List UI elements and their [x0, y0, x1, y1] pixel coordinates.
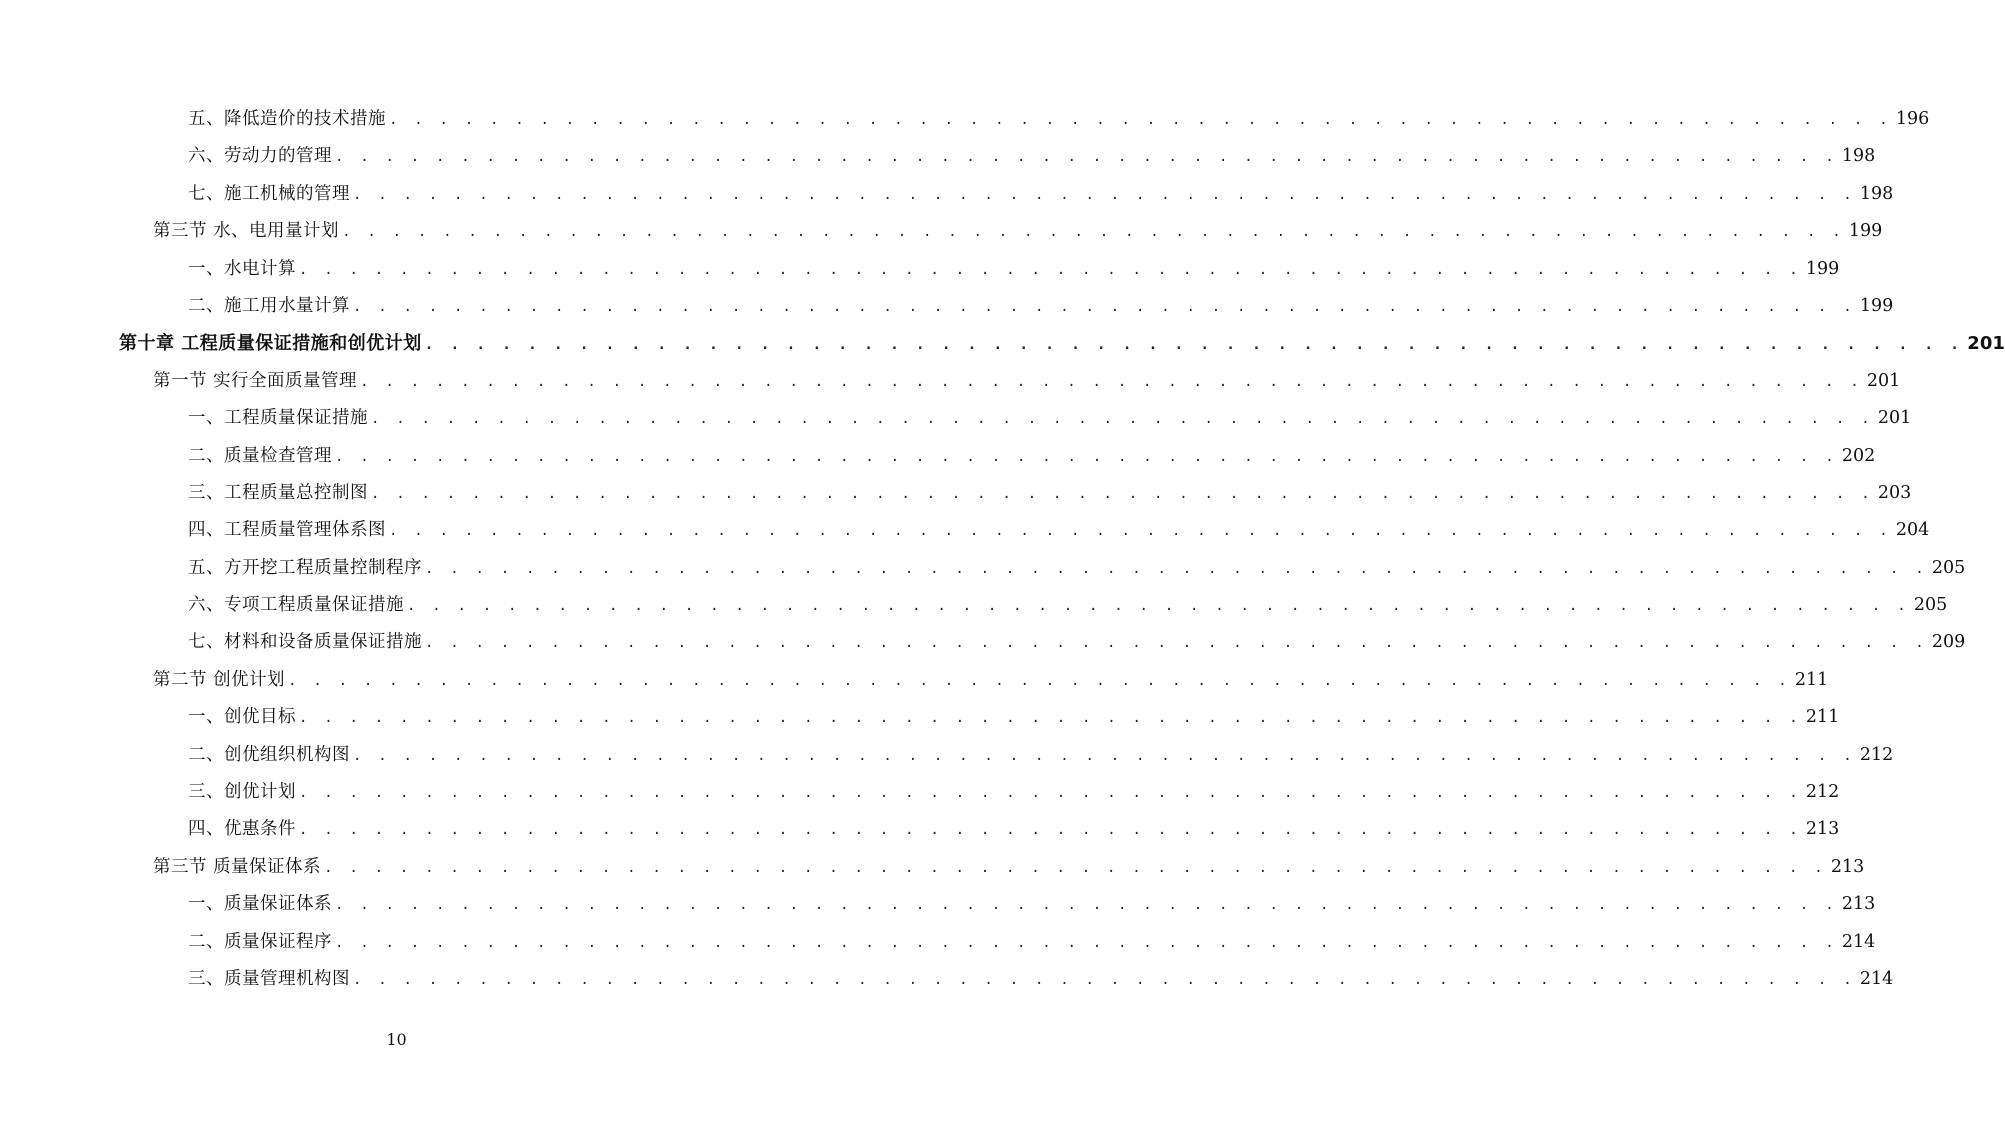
toc-item-entry[interactable] — [0, 512, 1930, 549]
toc-entry-title: 二、质量保证程序 — [188, 931, 332, 952]
toc-entry-page: 213 — [1841, 894, 1876, 915]
toc-entry-page: 199 — [1859, 295, 1894, 316]
toc-entry-title: 六、劳动力的管理 — [188, 146, 332, 167]
toc-entry-page: 205 — [1931, 557, 1966, 578]
toc-entry-page: 199 — [1805, 258, 1840, 279]
toc-item-entry[interactable] — [0, 924, 1876, 961]
toc-entry-page: 201 — [1866, 370, 1901, 391]
toc-entry-page: 196 — [1895, 109, 1930, 129]
toc-section-entry[interactable] — [0, 849, 1865, 886]
toc-item-entry[interactable] — [0, 886, 1876, 923]
dot-leader: . . . . . . . . . . . . . . . . . . . . . . . . . . . . . . . . . . . . . . . . . . . . . . . . . . . . . . . . . . . . — [425, 560, 1928, 577]
toc-entry-title: 二、创优组织机构图 — [188, 744, 350, 765]
dot-leader: . . . . . . . . . . . . . . . . . . . . . . . . . . . . . . . . . . . . . . . . . . . . . . . . . . . . . . . . . . . . — [299, 822, 1802, 839]
toc-item-entry[interactable] — [0, 288, 1894, 325]
toc-entry-title: 三、创优计划 — [188, 782, 296, 803]
toc-item-entry[interactable] — [0, 624, 1966, 661]
toc-entry-page: 214 — [1841, 931, 1876, 952]
toc-item-entry[interactable] — [0, 438, 1876, 475]
toc-item-entry[interactable] — [0, 101, 1930, 138]
toc-entry-page: 205 — [1913, 595, 1948, 616]
toc-entry-title: 一、创优目标 — [188, 707, 296, 728]
toc-entry-title: 三、工程质量总控制图 — [188, 482, 368, 503]
dot-leader: . . . . . . . . . . . . . . . . . . . . . . . . . . . . . . . . . . . . . . . . . . . . . . . . . . . . . . . . . . . . — [335, 897, 1838, 914]
toc-entry-title: 四、工程质量管理体系图 — [188, 520, 386, 541]
dot-leader: . . . . . . . . . . . . . . . . . . . . . . . . . . . . . . . . . . . . . . . . . . . . . . . . . . . . . . . . . . . . — [288, 672, 1791, 689]
toc-entry-page: 211 — [1805, 707, 1840, 728]
toc-section-entry[interactable] — [0, 363, 1901, 400]
page-number: 10 — [386, 1030, 407, 1049]
toc-entry-page: 204 — [1895, 520, 1930, 541]
toc-entry-page: 203 — [1877, 482, 1912, 503]
toc-entry-title: 一、水电计算 — [188, 258, 296, 279]
toc-section-entry[interactable] — [0, 662, 1829, 699]
toc-entry-page: 211 — [1794, 669, 1829, 690]
dot-leader: . . . . . . . . . . . . . . . . . . . . . . . . . . . . . . . . . . . . . . . . . . . . . . . . . . . . . . . . . . . . — [425, 635, 1928, 652]
toc-entry-page: 201 — [1877, 408, 1912, 429]
toc-entry-page: 213 — [1805, 819, 1840, 840]
toc-entry-title: 四、优惠条件 — [188, 819, 296, 840]
dot-leader: . . . . . . . . . . . . . . . . . . . . . . . . . . . . . . . . . . . . . . . . . . . . . . . . . . . . . . . . . . . . — [324, 859, 1827, 876]
toc-entry-title: 第三节 水、电用量计划 — [153, 221, 340, 242]
toc-entry-title: 七、材料和设备质量保证措施 — [188, 632, 422, 653]
dot-leader: . . . . . . . . . . . . . . . . . . . . . . . . . . . . . . . . . . . . . . . . . . . . . . . . . . . . . . . . . . . . — [389, 523, 1892, 540]
toc-entry-title: 第一节 实行全面质量管理 — [153, 370, 358, 391]
toc-entry-page: 198 — [1841, 146, 1876, 167]
dot-leader: . . . . . . . . . . . . . . . . . . . . . . . . . . . . . . . . . . . . . . . . . . . . . . . . . . . . . . . . . . . . — [353, 971, 1856, 988]
toc-entry-page: 209 — [1931, 632, 1966, 653]
dot-leader: . . . . . . . . . . . . . . . . . . . . . . . . . . . . . . . . . . . . . . . . . . . . . . . . . . . . . . . . . . . . — [342, 224, 1845, 241]
dot-leader: . . . . . . . . . . . . . . . . . . . . . . . . . . . . . . . . . . . . . . . . . . . . . . . . . . . . . . . . . . . . — [407, 598, 1910, 615]
toc-item-entry[interactable] — [0, 475, 1912, 512]
dot-leader: . . . . . . . . . . . . . . . . . . . . . . . . . . . . . . . . . . . . . . . . . . . . . . . . . . . . . . . . . . . . — [353, 298, 1856, 315]
toc-entry-title: 一、质量保证体系 — [188, 894, 332, 915]
toc-entry-page: 213 — [1830, 856, 1865, 877]
toc-entry-title: 五、方开挖工程质量控制程序 — [188, 557, 422, 578]
toc-entry-title: 六、专项工程质量保证措施 — [188, 595, 404, 616]
toc-entry-title: 二、施工用水量计算 — [188, 295, 350, 316]
toc-entry-title: 五、降低造价的技术措施 — [188, 109, 386, 129]
toc-item-entry[interactable] — [0, 774, 1840, 811]
toc-item-entry[interactable] — [0, 587, 1948, 624]
toc-entry-page: 198 — [1859, 183, 1894, 204]
toc-entry-page: 202 — [1841, 445, 1876, 466]
toc-item-entry[interactable] — [0, 737, 1894, 774]
toc-entry-page: 212 — [1805, 782, 1840, 803]
dot-leader: . . . . . . . . . . . . . . . . . . . . . . . . . . . . . . . . . . . . . . . . . . . . . . . . . . . . . . . . . . . . — [371, 411, 1874, 428]
dot-leader: . . . . . . . . . . . . . . . . . . . . . . . . . . . . . . . . . . . . . . . . . . . . . . . . . . . . . . . . . . . . — [424, 337, 1964, 354]
toc-item-entry[interactable] — [0, 251, 1840, 288]
toc-entry-title: 二、质量检查管理 — [188, 445, 332, 466]
toc-chapter-entry[interactable] — [0, 325, 2005, 362]
toc-item-entry[interactable] — [0, 550, 1966, 587]
toc-entry-page: 199 — [1848, 221, 1883, 242]
dot-leader: . . . . . . . . . . . . . . . . . . . . . . . . . . . . . . . . . . . . . . . . . . . . . . . . . . . . . . . . . . . . — [299, 785, 1802, 802]
toc-item-entry[interactable] — [0, 176, 1894, 213]
toc-entry-title: 一、工程质量保证措施 — [188, 408, 368, 429]
toc-item-entry[interactable] — [0, 811, 1840, 848]
toc-entry-page: 201 — [1967, 333, 2005, 355]
dot-leader: . . . . . . . . . . . . . . . . . . . . . . . . . . . . . . . . . . . . . . . . . . . . . . . . . . . . . . . . . . . . — [335, 934, 1838, 951]
toc-entry-title: 第二节 创优计划 — [153, 669, 286, 690]
toc-section-entry[interactable] — [0, 213, 1883, 250]
toc-item-entry[interactable] — [0, 138, 1876, 175]
dot-leader: . . . . . . . . . . . . . . . . . . . . . . . . . . . . . . . . . . . . . . . . . . . . . . . . . . . . . . . . . . . . — [299, 710, 1802, 727]
dot-leader: . . . . . . . . . . . . . . . . . . . . . . . . . . . . . . . . . . . . . . . . . . . . . . . . . . . . . . . . . . . . — [360, 373, 1863, 390]
toc-entry-title: 第十章 工程质量保证措施和创优计划 — [119, 333, 422, 355]
toc-entry-title: 三、质量管理机构图 — [188, 968, 350, 989]
toc-entry-page: 214 — [1859, 968, 1894, 989]
toc-entry-title: 七、施工机械的管理 — [188, 183, 350, 204]
dot-leader: . . . . . . . . . . . . . . . . . . . . . . . . . . . . . . . . . . . . . . . . . . . . . . . . . . . . . . . . . . . . — [371, 485, 1874, 502]
dot-leader: . . . . . . . . . . . . . . . . . . . . . . . . . . . . . . . . . . . . . . . . . . . . . . . . . . . . . . . . . . . . — [335, 149, 1838, 166]
toc-entry-title: 第三节 质量保证体系 — [153, 856, 322, 877]
dot-leader: . . . . . . . . . . . . . . . . . . . . . . . . . . . . . . . . . . . . . . . . . . . . . . . . . . . . . . . . . . . . — [389, 112, 1892, 128]
toc-item-entry[interactable] — [0, 400, 1912, 437]
dot-leader: . . . . . . . . . . . . . . . . . . . . . . . . . . . . . . . . . . . . . . . . . . . . . . . . . . . . . . . . . . . . — [299, 261, 1802, 278]
dot-leader: . . . . . . . . . . . . . . . . . . . . . . . . . . . . . . . . . . . . . . . . . . . . . . . . . . . . . . . . . . . . — [353, 186, 1856, 203]
table-of-contents — [0, 101, 2005, 998]
toc-item-entry[interactable] — [0, 961, 1894, 998]
dot-leader: . . . . . . . . . . . . . . . . . . . . . . . . . . . . . . . . . . . . . . . . . . . . . . . . . . . . . . . . . . . . — [335, 448, 1838, 465]
dot-leader: . . . . . . . . . . . . . . . . . . . . . . . . . . . . . . . . . . . . . . . . . . . . . . . . . . . . . . . . . . . . — [353, 747, 1856, 764]
toc-item-entry[interactable] — [0, 699, 1840, 736]
toc-entry-page: 212 — [1859, 744, 1894, 765]
